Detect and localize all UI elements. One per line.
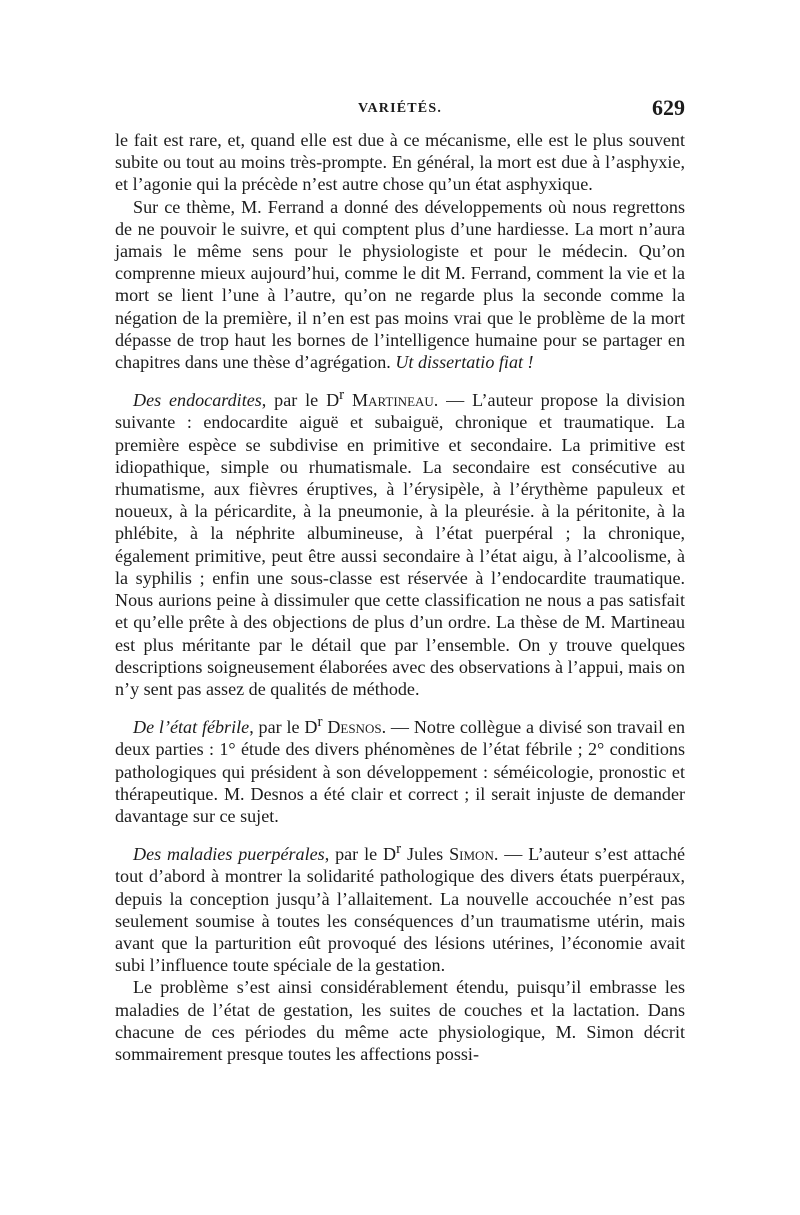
paragraph-probleme	[115, 976, 685, 1065]
review-text: . — L’auteur propose la division suivante : endocardite aiguë et subaiguë, chronique et traumatique. La première espèce se subdivise en primitive et secondaire. La primitive est idiopathique, simple ou rhumatismale. La secondaire est consécutive au rhumatisme, aux fièvres éruptives, à l’érysipèle, à l’érythème papuleux et noueux, à la péricardite, à la pneumonie, à la pleurésie. à la péritonite, à la phlébite, à la néphrite albumineuse, à l’état puerpéral ; la chronique, également primitive, peut être aussi secondaire à l’état aigu, à l’alcoolisme, à la syphilis ; enfin une sous-classe est réservée à l’endocardite traumatique. Nous aurions peine à dissimuler que cette classification ne nous a pas satisfait et qu’elle prête à des objections de plus d’un ordre. La thèse de M. Martineau est plus méritante par le détail que par l’ensemble. On y trouve quelques descriptions soigneusement élaborées avec des observations à l’appui, mais on n’y sent pas assez de qualités de méthode.	[115, 390, 685, 699]
paragraph-text: Le problème s’est ainsi considérablement étendu, puisqu’il embrasse les maladies de l’état de gestation, les suites de couches et la lactation. Dans chacune de ces périodes du même acte physiologique, M. Simon décrit sommairement presque toutes les affections possi-	[115, 977, 685, 1065]
review-text: . — Notre collègue a divisé son travail en deux parties : 1° étude des divers phénomènes de l’état fébrile ; 2° conditions pathologiques qui président à son développement : séméicologie, pronostic et thérapeutique. M. Desnos a été clair et correct ; il serait injuste de demander davantage sur ce sujet.	[115, 717, 686, 826]
thesis-title: Des maladies puerpérales	[133, 844, 325, 865]
author-name: Desnos	[327, 717, 382, 738]
by-line: , par le D	[261, 390, 340, 411]
running-title: VARIÉTÉS.	[357, 101, 443, 116]
doctor-abbrev-superscript: r	[339, 387, 345, 404]
review-maladies-puerperales	[115, 838, 685, 976]
running-head	[115, 95, 685, 125]
paragraph-continuation	[115, 129, 685, 196]
by-line: , par le D	[324, 844, 397, 865]
author-name: Martineau	[352, 390, 434, 411]
page-number: 629	[652, 95, 685, 120]
paragraph-text: le fait est rare, et, quand elle est due à ce mécanisme, elle est le plus souvent subite ou tout au moins très-prompte. En général, la mort est due à l’asphyxie, et l’agonie qui la précède n’est autre chose qu’un état asphyxique.	[115, 130, 685, 195]
by-line: , par le D	[249, 717, 318, 738]
doctor-abbrev-superscript: r	[396, 841, 402, 858]
review-etat-febrile	[115, 711, 685, 827]
paragraph-text: Sur ce thème, M. Ferrand a donné des développements où nous regrettons de ne pouvoir le suivre, et qui comptent plus d’une hardiesse. La mort n’aura jamais le même sens pour le physiologiste et pour le médecin. Qu’on comprenne mieux aujourd’hui, comme le dit M. Ferrand, comment la vie et la mort se lient l’une à l’autre, qu’on ne regarde plus la seconde comme la négation de la première, il n’en est pas moins vrai que le problème de la mort dépasse de trop haut les bornes de l’intelligence humaine pour se partager en chapitres dans une thèse d’agrégation.	[115, 196, 685, 373]
review-text: . — L’auteur s’est attaché tout d’abord à montrer la solidarité pathologique des divers états puerpéraux, depuis la conception jusqu’à l’allaitement. La nouvelle accouchée n’est pas seulement soumise à toutes les conséquences d’un traumatisme utérin, mais avant que la parturition eût provoqué des lésions utérines, l’économie avait subi l’influence toute spéciale de la gestation.	[115, 844, 686, 976]
latin-phrase: Ut dissertatio fiat !	[395, 352, 534, 373]
author-first-name: Jules	[401, 844, 450, 865]
doctor-abbrev-superscript: r	[317, 714, 323, 731]
paragraph-ferrand-commentary	[115, 196, 685, 374]
thesis-title: Des endocardites	[133, 390, 262, 411]
body-text	[115, 129, 685, 1065]
author-name: Simon	[449, 844, 494, 865]
review-endocardites	[115, 384, 685, 700]
thesis-title: De l’état fébrile	[133, 717, 250, 738]
